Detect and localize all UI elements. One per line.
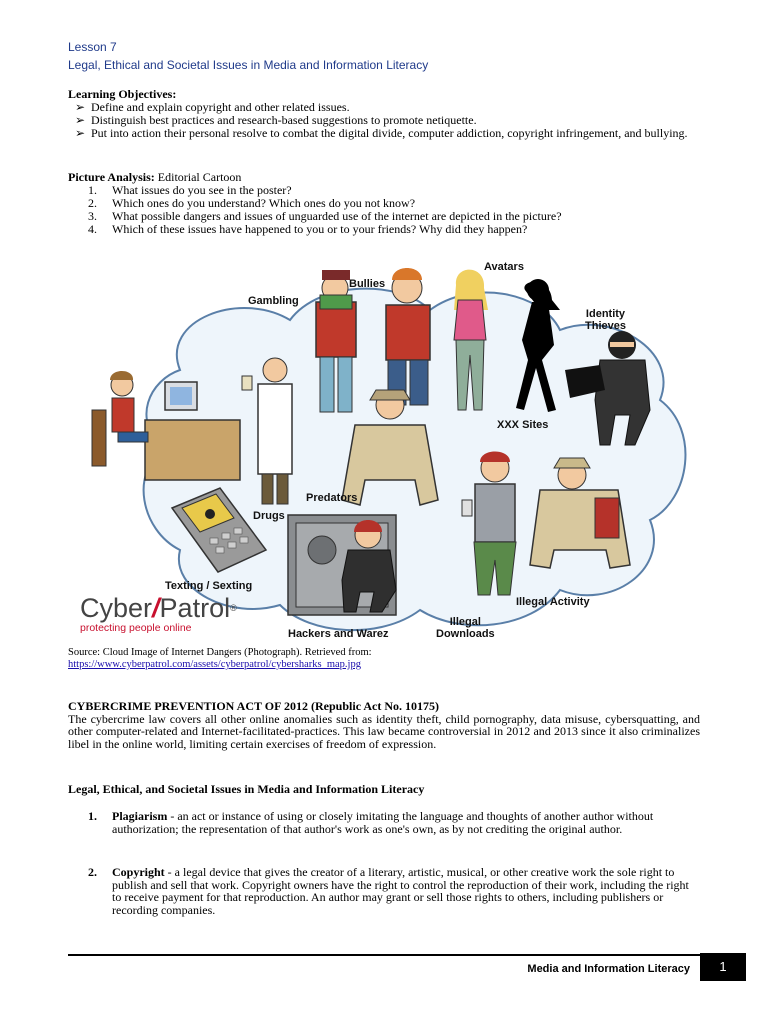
- definition-item-plagiarism: [68, 810, 700, 835]
- lesson-number: Lesson 7: [68, 40, 117, 54]
- lesson-header: [68, 38, 428, 74]
- section-title: Legal, Ethical, and Societal Issues in Media and Information Literacy: [68, 782, 425, 796]
- label-gambling: Gambling: [248, 295, 299, 307]
- label-xxx-sites: XXX Sites: [497, 419, 549, 431]
- objective-text: Distinguish best practices and research-based suggestions to promote netiquette.: [91, 113, 477, 127]
- definition-number: 2.: [88, 865, 97, 879]
- act-title: CYBERCRIME PREVENTION ACT OF 2012 (Republic Act No. 10175): [68, 699, 440, 713]
- analysis-heading: Picture Analysis:: [68, 170, 155, 184]
- label-illegal-downloads: Illegal Downloads: [436, 616, 495, 640]
- definition-term: Plagiarism: [112, 809, 168, 823]
- label-hackers-warez: Hackers and Warez: [288, 628, 389, 640]
- definition-term: Copyright: [112, 865, 165, 879]
- question-number: 2.: [88, 196, 97, 210]
- page-number: 1: [700, 953, 746, 981]
- source-text: Source: Cloud Image of Internet Dangers (Photograph). Retrieved from:: [68, 647, 372, 658]
- footer-title: Media and Information Literacy: [527, 963, 690, 975]
- definition-text: [112, 810, 700, 835]
- act-body: The cybercrime law covers all other online anomalies such as identity theft, child pornography, data misuse, cybersquatting, and other computer-related and Internet-facilitated-practices. This law became controversial in 2012 and 2013 since it also criminalizes libel in the online world, limiting certain exercises of freedom of expression.: [68, 711, 700, 751]
- definition-body: - an act or instance of using or closely imitating the language and thoughts of another author without authorization; the representation of that author's work as one's own, as by not crediting the original author.: [112, 809, 654, 836]
- logo-wordmark: [80, 593, 237, 623]
- figure-source: [68, 647, 372, 671]
- question-number: 4.: [88, 222, 97, 236]
- question-number: 1.: [88, 183, 97, 197]
- logo-slash-icon: /: [152, 593, 160, 623]
- question-text: What issues do you see in the poster?: [112, 183, 292, 197]
- label-identity-thieves: Identity Thieves: [585, 308, 626, 332]
- analysis-questions: [68, 184, 708, 236]
- bullet-arrow-icon: ➢: [75, 100, 86, 114]
- objectives-heading: Learning Objectives:: [68, 87, 177, 101]
- source-link[interactable]: https://www.cyberpatrol.com/assets/cyberpatrol/cybersharks_map.jpg: [68, 659, 361, 670]
- definition-text: [112, 866, 700, 916]
- label-illegal-activity: Illegal Activity: [516, 596, 590, 608]
- analysis-subject: Editorial Cartoon: [154, 170, 242, 184]
- question-text: Which of these issues have happened to you or to your friends? Why did they happen?: [112, 222, 528, 236]
- bullet-arrow-icon: ➢: [75, 126, 86, 140]
- objectives-list: [68, 101, 708, 140]
- label-avatars: Avatars: [484, 261, 524, 273]
- label-predators: Predators: [306, 492, 358, 504]
- logo-tagline: protecting people online: [80, 622, 192, 634]
- logo-registered-mark: ®: [230, 603, 237, 613]
- definition-item-copyright: [68, 866, 700, 916]
- learning-objectives: [68, 88, 708, 140]
- bullet-arrow-icon: ➢: [75, 113, 86, 127]
- cybercrime-act-section: [68, 700, 700, 750]
- label-bullies: Bullies: [349, 278, 386, 290]
- question-text: What possible dangers and issues of unguarded use of the internet are depicted in the picture?: [112, 209, 562, 223]
- logo-word-patrol: Patrol: [159, 593, 231, 623]
- definition-body: - a legal device that gives the creator of a literary, artistic, musical, or other creative work the sole right to publish and sell that work. Copyright owners have the right to control the reproduction of their work, including the right to receive payment for that reproduction. An author may grant or sell those rights to others, including publishers or recording companies.: [112, 865, 689, 917]
- footer-rule: [68, 954, 700, 956]
- label-drugs: Drugs: [253, 510, 285, 522]
- objective-text: Put into action their personal resolve to combat the digital divide, computer addiction, copyright infringement, and bullying.: [91, 126, 688, 140]
- hackers-figure: [288, 515, 396, 615]
- question-item: [68, 223, 708, 236]
- cyberpatrol-logo: [80, 593, 237, 634]
- definition-number: 1.: [88, 809, 97, 823]
- question-number: 3.: [88, 209, 97, 223]
- question-text: Which ones do you understand? Which ones do you not know?: [112, 196, 416, 210]
- objective-item: [68, 127, 708, 140]
- objective-text: Define and explain copyright and other related issues.: [91, 100, 350, 114]
- picture-analysis: [68, 171, 708, 236]
- logo-word-cyber: Cyber: [80, 593, 153, 623]
- label-texting-sexting: Texting / Sexting: [165, 580, 253, 592]
- lesson-title: Legal, Ethical and Societal Issues in Media and Information Literacy: [68, 58, 429, 72]
- internet-dangers-cartoon: [70, 250, 708, 648]
